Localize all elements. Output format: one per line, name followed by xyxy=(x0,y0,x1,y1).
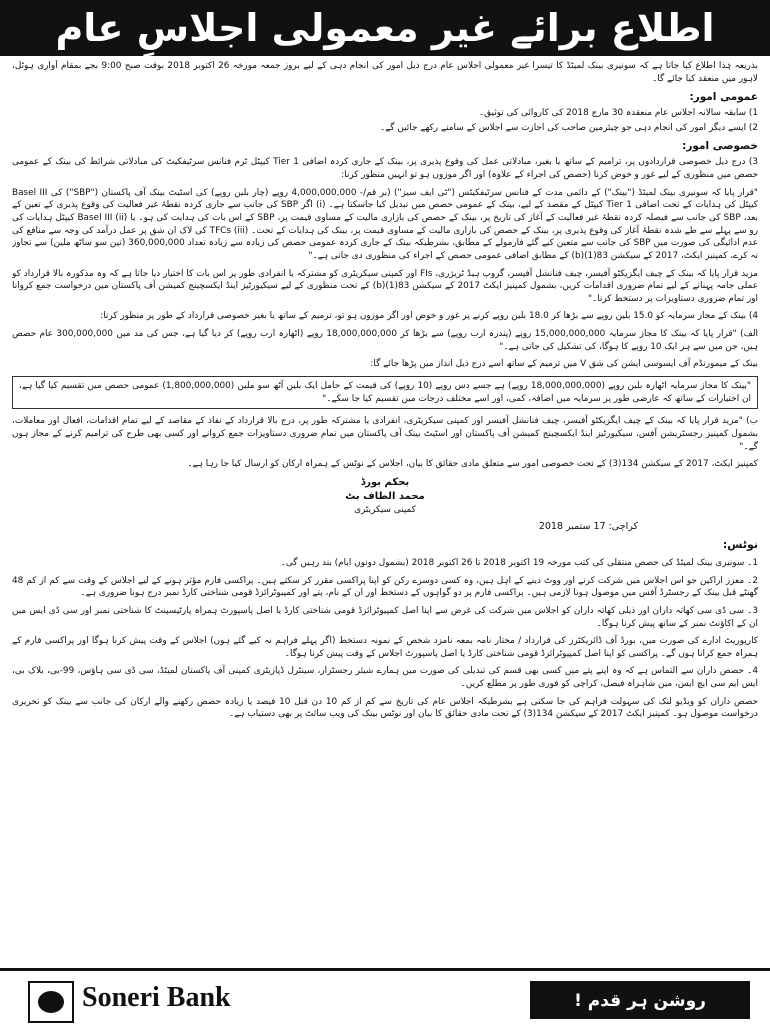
ordinary-item-1: 1) سابقہ سالانہ اجلاس عام منعقدہ 30 مارچ 2018 کی کاروائی کی توثیق۔ xyxy=(478,108,758,119)
by-order-of-board: بحکم بورڈ xyxy=(360,476,410,488)
note-1: 1۔ سونیری بینک لمیٹڈ کی حصص منتقلی کی کتب مورخہ 19 اکتوبر 2018 تا 26 اکتوبر 2018 (بشمول دونوں ایام) بند رہیں گی۔ xyxy=(280,557,758,568)
signatory-title: کمپنی سیکریٹری xyxy=(354,505,416,516)
special-business-title: خصوصی امور: xyxy=(682,140,758,153)
note-4: 4۔ حصص داران سے التماس ہے کہ وہ اپنے پتے میں کسی بھی قسم کی تبدیلی کی صورت میں ہمارے شیئر رجسٹرار، سینٹرل ڈپازیٹری کمپنی آف پاکستان لمیٹڈ، سی ڈی سی ہاؤس، 99-بی، بلاک بی، ایس ایم سی ایچ ایس، مین شاہراہ فیصل، کراچی کو فوری طور پر مطلع کریں۔ xyxy=(12,666,758,690)
memorandum-clause-box xyxy=(12,376,758,409)
statement-of-material-facts: کمپنیز ایکٹ، 2017 کے سیکشن 134(3) کے تحت خصوصی امور سے متعلق مادی حقائق کا بیان، اجلاس کے نوٹس کے ہمراہ ارکان کو ارسال کیا جا رہا ہے۔ xyxy=(187,459,758,470)
note-3-corporate: کارپوریٹ ادارے کی صورت میں، بورڈ آف ڈائریکٹرز کی قرارداد / مختار نامہ بمعہ نامزد شخص کے نمونہ دستخط (اگر پہلے فراہم نہ کیے گئے ہوں) اجلاس کے وقت پیش کرنا ہوگا اور پراکسی فارم کے ہمراہ جمع کرانا ہوں گے۔ پراکسی کو اپنا اصل کمپیوٹرائزڈ قومی شناختی کارڈ یا اصل پاسپورٹ اجلاس کے وقت پیش کرنا ہوگا۔ xyxy=(12,636,758,659)
memorandum-clause-text: "بینک کا مجاز سرمایہ اٹھارہ بلین روپے (18,000,000,000 روپے) ہے جسے دس روپے (10 روپے) کی قیمت کے حامل ایک بلین آٹھ سو ملین (1,800,000,000) عمومی حصص میں تقسیم کیا گیا ہے، ان اختیارات کے ساتھ کہ عارضی طور پر سرمایہ میں اضافہ، کمی، اور اسے مختلف درجات میں تقسیم کیا جا سکے۔" xyxy=(19,380,751,404)
ordinary-business-title: عمومی امور: xyxy=(689,91,758,104)
special-item-4: 4) بینک کے مجاز سرمایہ کو 15.0 بلین روپے سے بڑھا کر 18.0 بلین روپے کرنے پر غور و خوض اور اگر موزوں ہو تو، ترمیم کے ساتھ یا بغیر خصوصی قرارداد کے طور پر منظور کرنا: xyxy=(100,311,758,322)
special-item-3: 3) درج ذیل خصوصی قراردادوں پر، ترامیم کے ساتھ یا بغیر، مبادلاتی عمل کی وقوع پذیری پر، بینک کے جاری کردہ اضافی Tier 1 کیپٹل ٹرم فنانس سرٹیفکیٹ کی مبادلاتی شرائط کی بینک کے عمومی حصص میں منظوری کے لیے غور و خوض کرنا (حصص کی اجراء کے علاوہ) اور اگر موزوں ہو تو انہیں منظور کرنا: xyxy=(12,157,758,181)
signatory-name: محمد الطاف بٹ xyxy=(345,491,425,503)
note-2: 2۔ معزز اراکین جو اس اجلاس میں شرکت کرنے اور ووٹ دینے کے اہل ہیں، وہ کسی دوسرے رکن کو اپنا پراکسی مقرر کر سکتے ہیں۔ پراکسی فارم مؤثر ہونے کے لیے اجلاس کے وقت سے کم از کم 48 گھنٹے قبل بینک کے رجسٹرڈ آفس میں موصول ہونا لازمی ہیں۔ پراکسی فارم پر دو گواہوں کے دستخط اور ان کے نام، پتے اور کمپیوٹرائزڈ قومی شناختی کارڈ نمبر درج ہونا ضروری ہے۔ xyxy=(12,575,758,599)
signature-block xyxy=(12,476,758,517)
note-3: 3۔ سی ڈی سی کھاتہ داران اور ذیلی کھاتہ داران کو اجلاس میں شرکت کی غرض سے اپنا اصل کمپیوٹرائزڈ قومی شناختی کارڈ یا اصل پاسپورٹ ہمراہ پارٹیسپنٹ کا شناختی نمبر اور سی ڈی ایس میں ان کے اکاؤنٹ نمبر کے ساتھ پیش کرنا ہوگا۔ xyxy=(12,605,758,629)
tagline-banner xyxy=(530,981,750,1019)
soneri-logo-icon xyxy=(28,981,74,1023)
bank-name: Soneri Bank xyxy=(82,982,231,1013)
notice-title: اطلاع برائے غیر معمولی اجلاسِ عام xyxy=(55,6,715,50)
tagline-text: روشن ہر قدم ! xyxy=(574,990,706,1011)
memorandum-intro: بینک کے میمورنڈم آف ایسوسی ایشن کی شق V میں ترمیم کے ساتھ اسے درج ذیل انداز میں پڑھا جائے گا: xyxy=(370,359,758,370)
notice-body xyxy=(12,60,758,960)
resolution-authorization: مزید قرار پایا کہ بینک کے چیف ایگزیکٹو آفیسر، چیف فنانشل آفیسر، گروپ ہیڈ ٹریژری، FIs اور کمپنی سیکریٹری کو مشترکہ یا انفرادی طور پر اس بات کا اختیار دیا جاتا ہے کہ وہ مذکورہ بالا قرارداد کو عملی جامہ پہنانے کے لیے تمام ضروری اقدامات کریں، بشمول کمپنیز ایکٹ 2017 کے سیکشن 83(1)(b) کے تحت منظوری کے لیے سیکیورٹیز اینڈ ایکسچینج کمیشن آف پاکستان میں درخواست جمع کروانا اور تمام ضروری دستاویزات پر دستخط کرنا۔" xyxy=(12,268,758,304)
notice-header xyxy=(0,0,770,56)
resolution-a: الف) "قرار پایا کہ بینک کا مجاز سرمایہ 15,000,000,000 روپے (پندرہ ارب روپے) سے بڑھا کر 18,000,000,000 روپے (اٹھارہ ارب روپے) کر دیا گیا ہے، جس کی مد میں 300,000,000 عام حصص ہیں، جن میں سے ہر ایک 10 روپے کا ہوگا، کی تشکیل کی جاتی ہے۔" xyxy=(12,329,758,352)
resolution-conversion: "قرار پایا کہ سونیری بینک لمیٹڈ ("بینک") کے دائمی مدت کے فنانس سرٹیفکیٹس ("ٹی ایف سیز") (بر قم/- 4,000,000,000 روپے (چار بلین روپے) کی اسٹیٹ بینک آف پاکستان ("SBP") کی Basel III کیپٹل کی ہدایات کے تحت اضافی Tier 1 کیپٹل کے مقصد کے لیے، بینک کے عمومی حصص میں تبدیل کیا جاسکتا ہے۔ (i) اگر SBP کی جانب سے جاری کردہ نقطۂ غیر فعالیت کی وقوع پذیری کے تعین کے بعد، SBP کی جانب سے فیصلہ کردہ نقطۂ غیر فعالیت کے آغاز کی تاریخ پر، بینک کے حصص کی بازاری مالیت کے مساوی قیمت پر، SBP کے اس بات کی ہدایت کی ہو۔ یا (ii) Basel III کیپٹل ہدایات کی رو سے پہلے سے طے شدہ نقطۂ آغاز کی وقوع پذیری پر، بینک کے حصص کی بازاری مالیت کے مساوی قیمت پر، بینک کی ہدایات کے تحت۔ (iii) TFCs کی لاک ان شق پر عمل درآمد کی وجہ سے منافع کی عدم ادائیگی کی صورت میں SBP کی جانب سے متعین کیے گئے فارمولے کے مطابق، بشرطیکہ بینک کے جاری کردہ عمومی حصص کی زیادہ سے زیادہ تعداد 360,000,000 (تین سو ساٹھ ملین) سے تجاوز نہ کرے، کمپنیز ایکٹ، 2017 کے سیکشن 83(1)(b) کے مطابق اضافی عمومی حصص کے اجراء کی منظوری دی جاتی ہے۔" xyxy=(12,187,758,261)
note-video-link: حصص داران کو ویڈیو لنک کی سہولت فراہم کی جا سکتی ہے بشرطیکہ اجلاس عام کی تاریخ سے کم از کم 10 دن قبل 10 فیصد یا زیادہ حصص رکھنے والے ارکان کی جانب سے بینک کو تحریری درخواست موصول ہو۔ کمپنیز ایکٹ 2017 کے سیکشن 134(3) کے تحت مادی حقائق کا بیان اور نوٹس بینک کی ویب سائٹ پر بھی دستیاب ہے۔ xyxy=(12,696,758,720)
intro-paragraph: بذریعہ ہٰذا اطلاع کیا جاتا ہے کہ سونیری بینک لمیٹڈ کا تیسرا غیر معمولی اجلاس عام درج ذیل امور کی انجام دہی کے لیے بروز جمعہ مورخہ 26 اکتوبر 2018 بوقت صبح 9:00 بجے بمقام آواری ہوٹل، لاہور میں منعقد کیا جائے گا۔ xyxy=(12,61,758,84)
ordinary-item-2: 2) ایسے دیگر امور کی انجام دہی جو چیئرمین صاحب کی اجازت سے اجلاس کے سامنے رکھے جائیں گے۔ xyxy=(379,122,758,133)
notes-title: نوٹس: xyxy=(722,538,758,552)
footer-bar xyxy=(0,968,770,1027)
resolution-b: ب) "مزید قرار پایا کہ بینک کے چیف ایگزیکٹو آفیسر، چیف فنانشل آفیسر اور کمپنی سیکریٹری، انفرادی یا مشترکہ طور پر، درج بالا قرارداد کے نفاذ کے مقاصد کے لیے تمام اقدامات، افعال اور معاملات، بشمول کمپنیز رجسٹریشن آفس، سیکیورٹیز اینڈ ایکسچینج کمیشن آف پاکستان اور اسٹیٹ بینک آف پاکستان میں تمام ضروری دستاویزات جمع کروانے اور کسی بھی طرح کی ترامیم کرنے کے مجاز ہوں گے۔" xyxy=(12,416,758,452)
notice-date: کراچی: 17 ستمبر 2018 xyxy=(538,520,638,532)
